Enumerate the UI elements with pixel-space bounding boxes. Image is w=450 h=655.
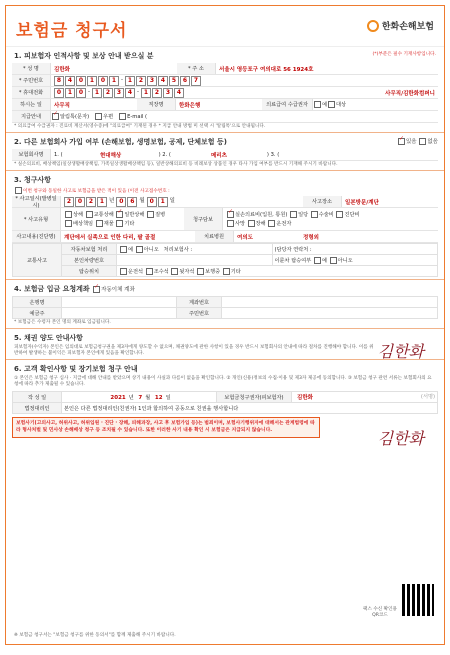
option-checkbox[interactable] (120, 268, 127, 275)
accident-type-label: * 사고유형 (12, 208, 61, 230)
brand-name: 한화손해보험 (381, 22, 434, 32)
digit-box: 3 (147, 76, 157, 86)
motorcycle-yes-label: 예 (321, 257, 327, 264)
year-field[interactable]: 2021 (110, 394, 126, 401)
form-title: 보험금 청구서 (16, 21, 128, 41)
notice-sms-label: 알림톡(문자) (60, 114, 90, 120)
brand-logo (367, 19, 434, 32)
section-2-note: * 실손의료비, 배상책임(일상생활배상책임, 가족일상생활배상책임 등), 일반상해의료비 등 비례보상 상품인 경우 타사 가입 여부를 반드시 기재해 주시기 바랍니다. (14, 162, 338, 167)
address-field[interactable]: 서울시 영등포구 여의대로 56 1924호 (219, 66, 314, 73)
divider (6, 170, 444, 171)
qr-label: 팩스 수신 확인용 QR코드 (363, 607, 397, 618)
digit-box: 2 (64, 197, 74, 207)
car-ins-no-checkbox[interactable] (136, 246, 143, 253)
digit-box: 1 (158, 197, 168, 207)
day-unit: 일 (165, 394, 171, 401)
form-header (6, 6, 444, 47)
other-ins-no-checkbox[interactable] (419, 138, 426, 145)
holder-field[interactable] (62, 308, 177, 319)
job-field[interactable]: 사무직 (54, 102, 70, 109)
accident-desc-row (12, 231, 438, 243)
section-account (6, 284, 444, 326)
prior-claim-label: 이번 청구와 동일한 사고로 보험금을 받은 적이 있음 (이전 사고접수번호 : (23, 189, 170, 194)
separator: - (137, 88, 139, 95)
accident-date-field[interactable] (61, 197, 176, 207)
section-5-title: 5. 채권 양도 안내사항 (14, 334, 83, 342)
divider (6, 132, 444, 133)
option-checkbox[interactable] (223, 268, 230, 275)
car-number-field[interactable] (117, 255, 273, 266)
section-4-note: * 보험금은 수령자 본인 명의 계좌로 입금됩니다. (14, 320, 111, 325)
option-checkbox[interactable] (116, 220, 123, 227)
insurer-3-prefix: ) 3. ( (266, 151, 280, 158)
motorcycle-no-label: 아니오 (337, 257, 353, 264)
option-checkbox[interactable] (268, 220, 275, 227)
medical-yes-label: 예 (322, 102, 328, 108)
option-checkbox[interactable] (171, 268, 178, 275)
car-ins-no-label: 아니오 (143, 246, 159, 253)
account-table (12, 296, 438, 319)
option-label: 사망 (235, 221, 247, 227)
notice-sms-checkbox[interactable] (52, 113, 59, 120)
job-label: 하시는 일 (12, 99, 51, 110)
fraud-warning: 보험사기(고의사고, 허위사고, 허위입원 · 진단 · 장해, 피해과장, 사고 후 보험가입 등)는 범죄이며, 보험사기행위자에 대해서는 관계법령에 따라 형사처벌 및 민사상 손해배상 청구 등 조치될 수 있습니다. 또한 이러한 사기 내용 확인 시 보험금은 지급되지 않습니다. (12, 417, 320, 438)
digit-box: 3 (163, 88, 173, 98)
insurer-2-prefix: ) 2. ( (158, 151, 171, 158)
motorcycle-no-checkbox[interactable] (330, 257, 337, 264)
qr-code (402, 584, 434, 616)
notice-mail-checkbox[interactable] (95, 113, 102, 120)
section-5-body: 피보험자(수익자) 본인은 임의대로 보험금청구권을 제3자에게 양도할 수 없으며, 채권양도에 관한 사항이 있을 경우 반드시 보험회사의 안내에 따라 절차를 진행해야 합니다. 이를 위반하여 발생하는 불이익은 피보험자 본인에게 있음을 확인합니다. (14, 345, 374, 356)
digit-box: 1 (65, 88, 75, 98)
contact-label: (담당자 연락처 : (272, 244, 437, 255)
other-ins-yes-checkbox[interactable] (398, 138, 405, 145)
digit-box: 4 (65, 76, 75, 86)
option-checkbox[interactable] (96, 220, 103, 227)
written-date-label: 작 성 일 (13, 392, 62, 403)
digit-box: 0 (116, 197, 126, 207)
brand-mark-icon (367, 20, 379, 32)
option-checkbox[interactable] (86, 211, 93, 218)
option-checkbox[interactable] (227, 211, 234, 218)
insurer-2-field[interactable]: 메리츠 (210, 152, 227, 159)
digit-box: 7 (191, 76, 201, 86)
option-checkbox[interactable] (248, 220, 255, 227)
digit-box: 4 (158, 76, 168, 86)
option-label: 일당 (298, 212, 310, 218)
insurer-label: 보험회사명 (12, 149, 51, 160)
option-checkbox[interactable] (147, 211, 154, 218)
phone-field[interactable] (51, 88, 184, 98)
option-label: 실손의료비(입원, 통원) (235, 212, 290, 218)
digit-box: 1 (125, 76, 135, 86)
option-label: 상해 (73, 212, 85, 218)
medical-no-label: 대상 (336, 102, 347, 108)
claim-coverage-label: 청구담보 (184, 208, 223, 230)
month-field[interactable]: 7 (138, 394, 143, 401)
digit-box: 0 (76, 88, 86, 98)
option-checkbox[interactable] (197, 268, 204, 275)
motorcycle-label: 이륜차 탑승여부 (274, 257, 312, 264)
place-field[interactable]: 일본방문/계단 (345, 199, 379, 206)
digit-box: 2 (103, 88, 113, 98)
option-label: 뒷자석 (179, 268, 197, 275)
car-number-label: 본인차량번호 (62, 255, 117, 266)
option-label: 조수석 (153, 268, 171, 275)
option-label: 수술비 (318, 212, 336, 218)
option-checkbox[interactable] (290, 211, 297, 218)
option-checkbox[interactable] (65, 211, 72, 218)
divider (6, 328, 444, 329)
accident-date-row (12, 196, 438, 208)
option-checkbox[interactable] (116, 211, 123, 218)
other-insurer-row (12, 149, 438, 161)
option-label: 보행중 (205, 268, 222, 275)
signature-1: 김한화 (377, 342, 424, 361)
claimant-label: 보험금청구권자(피보험자) (217, 392, 292, 403)
hospital-label: 치료병원 (195, 231, 234, 242)
section-claim (6, 175, 444, 277)
holder-id-label: 주민번호 (177, 308, 222, 319)
section-2-title: 2. 다른 보험회사 가입 여부 (손해보험, 생명보험, 공제, 단체보험 등) (14, 138, 227, 146)
digit-box: 1 (87, 76, 97, 86)
digit-box: 0 (147, 197, 157, 207)
option-label: 운전자 (276, 221, 292, 227)
car-insurance-label: 자동차보험 처리 (62, 244, 117, 255)
place-label: 사고장소 (303, 196, 342, 207)
rrn-field[interactable] (51, 76, 201, 86)
section-6-body: ① 본인은 보험금 청구 심사 · 지급에 대해 안내를 받았으며 상기 내용이 사실과 다름이 없음을 확인합니다. ② 개인(신용)정보의 수집·이용 및 제3자 제공에 동의합니다. ③ 보험금 청구 관련 서류는 보험회사의 요청에 따라 추가 제출될 수 있습니다. (14, 376, 432, 387)
seat-options (117, 266, 438, 277)
section-assignment (6, 333, 444, 361)
notice-email-label: E-mail ( (127, 113, 148, 120)
bank-field[interactable] (62, 297, 177, 308)
claim-form (5, 5, 445, 645)
address-label: * 주 소 (177, 63, 216, 74)
agent-label: 법정대리인 (13, 403, 62, 414)
digit-box: 3 (114, 88, 124, 98)
workplace-label: 직장명 (137, 99, 176, 110)
accident-date-label: * 사고일시(발병일시) (12, 196, 61, 207)
traffic-label: 교통사고 (13, 244, 62, 277)
option-label: 일반상해 (124, 212, 147, 218)
option-label: 교통상해 (93, 212, 116, 218)
account-field[interactable] (222, 297, 438, 308)
digit-box: 2 (136, 76, 146, 86)
accident-desc-label: 사고내용(진단명) (12, 231, 61, 242)
required-note: (*)부분은 필수 기재사항입니다. (372, 52, 436, 57)
section-insured (6, 51, 444, 130)
claim-row-1 (226, 211, 360, 218)
digit-box: 1 (97, 197, 107, 207)
footer-note: ※ 보험금 청구서는 "보험금 청구를 위한 동의서"를 함께 제출해 주시기 바랍니다. (14, 633, 176, 638)
separator: - (88, 88, 90, 95)
option-label: 장해 (255, 221, 268, 227)
rrn-row (12, 75, 438, 87)
motorcycle-yes-checkbox[interactable] (314, 257, 321, 264)
type-row-1 (64, 211, 184, 218)
hospital-field[interactable]: 여의도 (237, 234, 253, 241)
separator: 년 (109, 197, 115, 204)
medical-no-checkbox[interactable] (328, 101, 335, 108)
digit-box: 4 (125, 88, 135, 98)
section-other-insurance (6, 137, 444, 168)
option-label: 기타 (230, 268, 241, 275)
digit-box: 2 (86, 197, 96, 207)
car-ins-yes-label: 예 (128, 246, 134, 253)
digit-box: 6 (127, 197, 137, 207)
medical-yes-checkbox[interactable] (314, 101, 321, 108)
section-1-title: 1. 피보험자 인적사항 및 보상 안내 받으실 분 (14, 52, 154, 60)
workplace-field[interactable]: 한화은행 (179, 102, 201, 109)
phone-label: * 휴대전화 (12, 87, 51, 98)
digit-box: 0 (76, 76, 86, 86)
notice-mail-label: 우편 (103, 114, 114, 120)
section-1-note: * 의료급여 수급권자 : 진료비 계산서(영수증)에 "의료급여" 기재된 경우 * 지급 안내 방법 미 선택 시 '알림톡'으로 안내됩니다. (14, 124, 266, 129)
notice-row (12, 111, 438, 123)
digit-box: 2 (152, 88, 162, 98)
type-row-2 (64, 220, 184, 227)
section-3-title: 3. 청구사항 (14, 176, 52, 184)
sign-table (12, 391, 438, 414)
car-ins-yes-checkbox[interactable] (120, 246, 127, 253)
separator: 일 (169, 197, 175, 204)
prior-claim-checkbox[interactable] (15, 187, 22, 194)
section-1-heading (14, 51, 438, 61)
medical-aid-label: 의료급여 수급권자 (262, 99, 313, 110)
digit-box: 8 (54, 76, 64, 86)
claim-coverage-options (223, 211, 360, 227)
rrn-label: * 주민번호 (12, 75, 51, 86)
option-label: 운전석 (128, 268, 145, 275)
section-4-heading (14, 284, 438, 294)
handling-insurer-label: 처리보험사 : (163, 246, 193, 253)
account-label: 계좌번호 (177, 297, 222, 308)
digit-box: 1 (141, 88, 151, 98)
digit-box: 4 (174, 88, 184, 98)
holder-label: 예금주 (13, 308, 62, 319)
bank-label: 은행명 (13, 297, 62, 308)
department-field[interactable]: 정형외 (303, 234, 319, 241)
day-field[interactable]: 12 (154, 394, 163, 401)
auto-transfer-checkbox[interactable] (93, 286, 100, 293)
accident-desc-field[interactable]: 계단에서 실족으로 인한 다리, 팔 골절 (64, 234, 156, 241)
name-field[interactable]: 김한화 (54, 66, 70, 73)
accident-type-options (61, 211, 184, 227)
option-checkbox[interactable] (336, 211, 343, 218)
year-unit: 년 (128, 394, 134, 401)
option-label: 배상책임 (73, 221, 95, 227)
digit-box: 0 (54, 88, 64, 98)
month-unit: 월 (145, 394, 151, 401)
option-label: 진단비 (344, 212, 360, 218)
holder-id-field[interactable] (222, 308, 438, 319)
other-ins-no-label: 없음 (427, 139, 438, 145)
auto-transfer-label: 자동이체 계좌 (101, 287, 135, 293)
divider (6, 279, 444, 280)
other-ins-yes-label: 있음 (405, 139, 417, 145)
agent-text: 본인은 다른 법정대리인(친권자) 1인과 합의하여 공동으로 친권을 행사합니다 (62, 403, 438, 414)
name-row (12, 63, 438, 75)
job-row (12, 99, 438, 111)
digit-box: 0 (98, 76, 108, 86)
section-2-heading (14, 137, 438, 147)
notice-label: 지급안내 (12, 111, 51, 122)
separator: 월 (139, 197, 145, 204)
option-label: 재물 (103, 221, 116, 227)
separator: - (121, 76, 123, 83)
digit-box: 6 (180, 76, 190, 86)
option-checkbox[interactable] (227, 220, 234, 227)
option-label: 질병 (155, 212, 166, 218)
phone-row (12, 87, 438, 99)
digit-box: 1 (109, 76, 119, 86)
traffic-table (12, 243, 438, 277)
insurer-1-prefix: 1. ( (54, 151, 63, 158)
digit-box: 0 (75, 197, 85, 207)
sign-label: (서명) (420, 394, 435, 400)
claimant-field[interactable]: 김한화 (297, 395, 313, 401)
digit-box: 5 (169, 76, 179, 86)
option-checkbox[interactable] (311, 211, 318, 218)
claim-row-2 (226, 220, 360, 227)
name-label: * 성 명 (12, 63, 51, 74)
option-checkbox[interactable] (65, 220, 72, 227)
section-4-title: 4. 보험금 입금 요청계좌 (14, 285, 90, 293)
seat-label: 탑승위치 (62, 266, 117, 277)
notice-email-checkbox[interactable] (119, 113, 126, 120)
phone-note: 사무직/김한화컴퍼니 (385, 90, 435, 97)
option-checkbox[interactable] (146, 268, 153, 275)
signature-2: 김한화 (377, 429, 424, 448)
insurer-1-field[interactable]: 현대해상 (99, 152, 122, 159)
section-6-title: 6. 고객 확인사항 및 장기보험 청구 안내 (14, 365, 138, 373)
option-label: 기타 (124, 221, 135, 227)
digit-box: 1 (92, 88, 102, 98)
accident-type-row (12, 208, 438, 231)
